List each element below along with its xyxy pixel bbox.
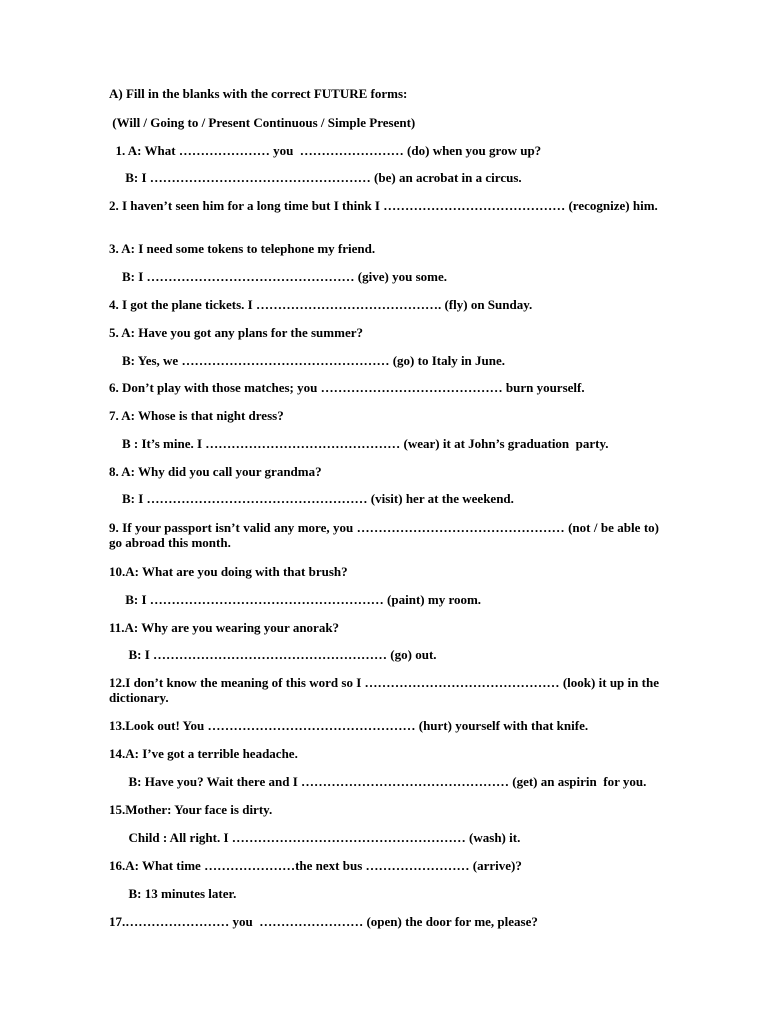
exercise-line: 3. A: I need some tokens to telephone my friend.	[109, 241, 376, 256]
exercise-line: B: I ……………………………………………… (go) out.	[109, 647, 437, 662]
exercise-line: B: I ………………………………………… (give) you some.	[109, 269, 447, 284]
exercise-line: 15.Mother: Your face is dirty.	[109, 802, 273, 817]
exercise-line: 7. A: Whose is that night dress?	[109, 408, 284, 423]
exercise-line: 16.A: What time …………………the next bus …………………… (arrive)?	[109, 858, 522, 873]
exercise-line: B: 13 minutes later.	[109, 886, 237, 901]
exercise-line: B: I ……………………………………………… (paint) my room.	[109, 592, 482, 607]
exercise-line: 5. A: Have you got any plans for the summer?	[109, 325, 363, 340]
exercise-line: Child : All right. I ……………………………………………… (wash) it.	[109, 830, 521, 845]
exercise-line: B: I …………………………………………… (be) an acrobat in a circus.	[109, 170, 522, 185]
exercise-line: B: I …………………………………………… (visit) her at the weekend.	[109, 491, 514, 506]
exercise-line: B: Have you? Wait there and I ………………………………………… (get) an aspirin for you.	[109, 774, 647, 789]
exercise-line: 9. If your passport isn’t valid any more, you ………………………………………… (not / be able to) go abroad this month.	[109, 520, 659, 550]
exercise-line: 14.A: I’ve got a terrible headache.	[109, 746, 298, 761]
exercise-line: 12.I don’t know the meaning of this word so I ……………………………………… (look) it up in the dictionary.	[109, 675, 659, 705]
exercise-line: 17.…………………… you …………………… (open) the door for me, please?	[109, 914, 538, 929]
exercise-line: 2. I haven’t seen him for a long time but I think I …………………………………… (recognize) him.	[109, 198, 658, 213]
exercise-line: 4. I got the plane tickets. I ……………………………………. (fly) on Sunday.	[109, 297, 533, 312]
exercise-line: 8. A: Why did you call your grandma?	[109, 464, 322, 479]
exercise-line: 11.A: Why are you wearing your anorak?	[109, 620, 340, 635]
exercise-line: 13.Look out! You ………………………………………… (hurt) yourself with that knife.	[109, 718, 589, 733]
exercise-line: 6. Don’t play with those matches; you …………………………………… burn yourself.	[109, 380, 585, 395]
exercise-line: B: Yes, we ………………………………………… (go) to Italy in June.	[109, 353, 506, 368]
exercise-line: 10.A: What are you doing with that brush?	[109, 564, 348, 579]
worksheet-heading: A) Fill in the blanks with the correct FUTURE forms:	[109, 86, 408, 101]
worksheet-subheading: (Will / Going to / Present Continuous / Simple Present)	[109, 115, 416, 130]
exercise-line: B : It’s mine. I ……………………………………… (wear) it at John’s graduation party.	[109, 436, 609, 451]
exercise-line: 1. A: What ………………… you …………………… (do) when you grow up?	[109, 143, 542, 158]
